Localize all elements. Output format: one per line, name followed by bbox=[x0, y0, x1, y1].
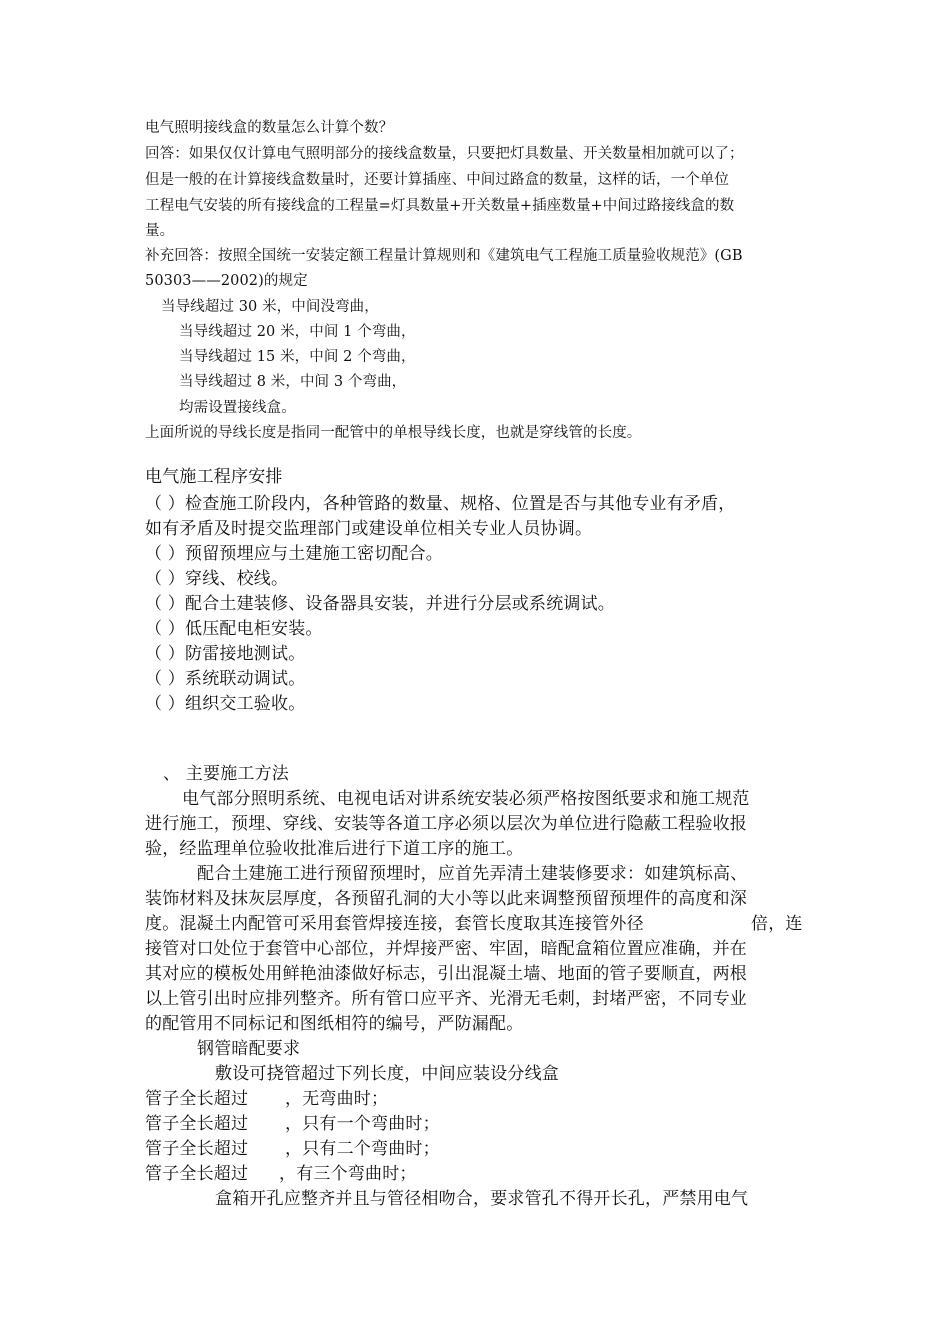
pipe-length-prefix: 管子全长超过 bbox=[145, 1089, 249, 1109]
qa-answer-line: 量。 bbox=[145, 223, 175, 239]
qa-rule-line: 当导线超过 15 米，中间 2 个弯曲， bbox=[179, 349, 416, 365]
pipe-length-prefix: 管子全长超过 bbox=[145, 1164, 249, 1184]
methods-paragraph-line: 配合土建施工进行预留预埋时，应首先弄清土建装修要求：如建筑标高、 bbox=[197, 864, 748, 884]
methods-paragraph-line: 以上管引出时应排列整齐。所有管口应平齐、光滑无毛刺，封堵严密，不同专业 bbox=[145, 989, 747, 1009]
qa-answer-line: 但是一般的在计算接线盒数量时，还要计算插座、中间过路盒的数量，这样的话，一个单位 bbox=[145, 172, 729, 188]
pipe-length-condition: ，有三个弯曲时； bbox=[279, 1164, 417, 1184]
pipe-length-prefix: 管子全长超过 bbox=[145, 1114, 249, 1134]
methods-paragraph-line: 进行施工，预埋、穿线、安装等各道工序必须以层次为单位进行隐蔽工程验收报 bbox=[145, 814, 747, 834]
qa-answer-line: 工程电气安装的所有接线盒的工程量=灯具数量+开关数量+插座数量+中间过路接线盒的数 bbox=[145, 198, 735, 214]
qa-answer-line: 回答：如果仅仅计算电气照明部分的接线盒数量，只要把灯具数量、开关数量相加就可以了； bbox=[145, 146, 744, 162]
methods-paragraph-line: 的配管用不同标记和图纸相符的编号，严防漏配。 bbox=[145, 1014, 524, 1034]
qa-rule-line: 当导线超过 30 米，中间没弯曲， bbox=[161, 299, 379, 315]
pipe-length-condition: ，只有一个弯曲时； bbox=[285, 1114, 440, 1134]
pipe-length-condition: ，无弯曲时； bbox=[285, 1089, 389, 1109]
methods-paragraph-fragment: 倍，连 bbox=[751, 914, 803, 934]
pipe-length-prefix: 管子全长超过 bbox=[145, 1139, 249, 1159]
methods-subheading: 钢管暗配要求 bbox=[197, 1039, 301, 1059]
pipe-length-condition: ，只有二个弯曲时； bbox=[285, 1139, 440, 1159]
qa-question: 电气照明接线盒的数量怎么计算个数？ bbox=[145, 120, 394, 136]
procedure-title: 电气施工程序安排 bbox=[145, 467, 283, 487]
methods-paragraph-line: 验，经监理单位验收批准后进行下道工序的施工。 bbox=[145, 839, 524, 859]
methods-paragraph-line: 电气部分照明系统、电视电话对讲系统安装必须严格按图纸要求和施工规范 bbox=[182, 789, 750, 809]
qa-rule-line: 均需设置接线盒。 bbox=[179, 400, 296, 416]
qa-rule-line: 当导线超过 20 米，中间 1 个弯曲， bbox=[179, 324, 416, 340]
qa-note: 上面所说的导线长度是指同一配管中的单根导线长度，也就是穿线管的长度。 bbox=[145, 425, 642, 441]
methods-paragraph-line: 装饰材料及抹灰层厚度，各预留孔洞的大小等以此来调整预留预埋件的高度和深 bbox=[145, 889, 747, 909]
qa-supplement-line: 50303——2002)的规定 bbox=[145, 273, 308, 289]
methods-sub-intro: 敷设可挠管超过下列长度，中间应装设分线盒 bbox=[215, 1064, 559, 1084]
methods-heading: 、 主要施工方法 bbox=[163, 764, 290, 784]
qa-rule-line: 当导线超过 8 米，中间 3 个弯曲， bbox=[179, 374, 407, 390]
procedure-item: （ ）低压配电柜安装。 bbox=[145, 619, 323, 639]
qa-supplement-line: 补充回答：按照全国统一安装定额工程量计算规则和《建筑电气工程施工质量验收规范》(GB bbox=[145, 248, 743, 264]
methods-paragraph-line: 度。混凝土内配管可采用套管焊接连接，套管长度取其连接管外径 bbox=[145, 914, 644, 934]
methods-last-line: 盒箱开孔应整齐并且与管径相吻合，要求管孔不得开长孔，严禁用电气 bbox=[215, 1189, 749, 1209]
methods-paragraph-line: 其对应的模板处用鲜艳油漆做好标志，引出混凝土墙、地面的管子要顺直，两根 bbox=[145, 964, 747, 984]
procedure-item: （ ）系统联动调试。 bbox=[145, 669, 306, 689]
procedure-item: （ ）组织交工验收。 bbox=[145, 694, 306, 714]
methods-paragraph-line: 接管对口处位于套管中心部位，并焊接严密、牢固，暗配盒箱位置应准确，并在 bbox=[145, 939, 747, 959]
procedure-item: 如有矛盾及时提交监理部门或建设单位相关专业人员协调。 bbox=[145, 519, 593, 539]
procedure-item: （ ）防雷接地测试。 bbox=[145, 644, 306, 664]
procedure-item: （ ）配合土建装修、设备器具安装，并进行分层或系统调试。 bbox=[145, 594, 616, 614]
procedure-item: （ ）穿线、校线。 bbox=[145, 569, 289, 589]
procedure-item: （ ）预留预埋应与土建施工密切配合。 bbox=[145, 544, 444, 564]
procedure-item: （ ）检查施工阶段内，各种管路的数量、规格、位置是否与其他专业有矛盾， bbox=[145, 494, 736, 514]
